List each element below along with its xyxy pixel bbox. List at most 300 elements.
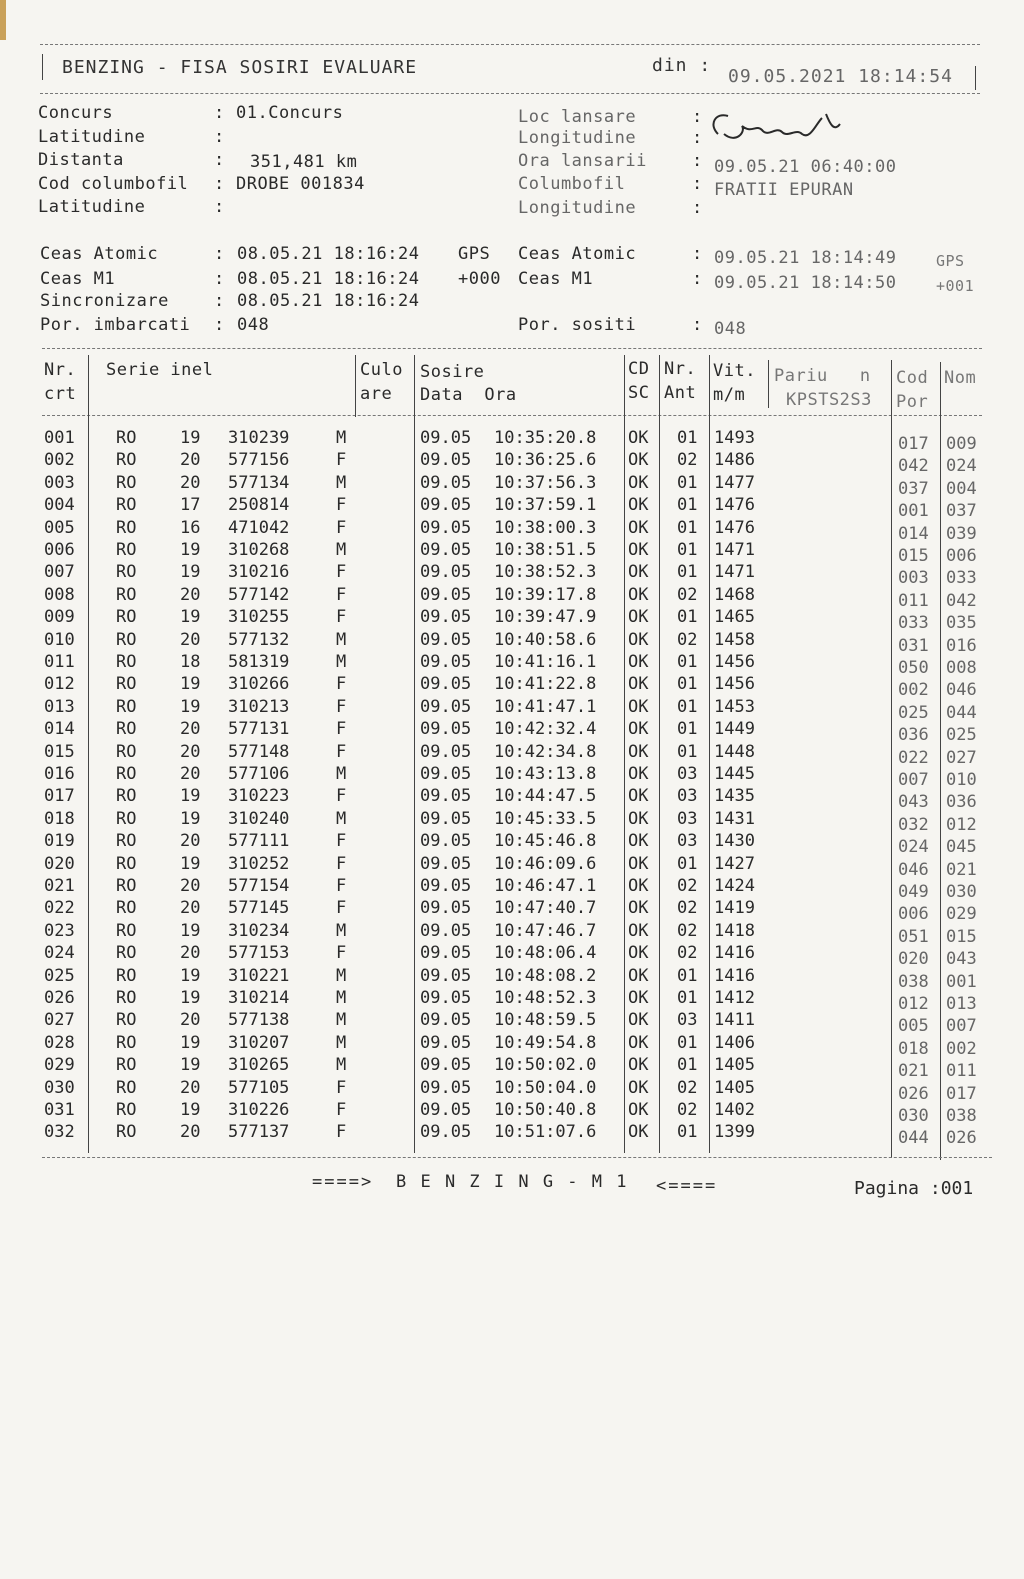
clock-right-colon: :: [692, 244, 703, 264]
row-nr-ant: 01: [677, 988, 698, 1008]
row-date: 09.05: [420, 1010, 472, 1031]
row-cdsc: OK: [628, 1077, 649, 1098]
row-nom: 008: [946, 658, 977, 678]
row-country: RO: [116, 1122, 137, 1143]
row-nr-ant: 02: [677, 943, 698, 964]
row-cod-por: 036: [898, 725, 929, 746]
info-right-label: Longitudine: [518, 198, 637, 218]
row-time: 10:49:54.8: [494, 1032, 597, 1053]
row-time: 10:45:46.8: [494, 831, 597, 852]
row-nr-ant: 02: [677, 876, 698, 896]
row-cdsc: OK: [628, 808, 649, 829]
row-time: 10:44:47.5: [494, 786, 597, 807]
row-ring-number: 577111: [228, 831, 290, 852]
row-nom: 025: [946, 725, 977, 746]
row-nr: 002: [44, 450, 75, 471]
row-sex: F: [336, 450, 347, 471]
row-speed: 1456: [714, 674, 755, 695]
clock-right-value: 048: [714, 319, 747, 339]
row-nom: 039: [946, 523, 977, 544]
row-sex: F: [336, 786, 347, 807]
row-nr: 001: [44, 428, 75, 448]
row-year: 20: [180, 1010, 201, 1031]
row-nom: 024: [946, 456, 977, 477]
row-speed: 1486: [714, 450, 755, 471]
row-time: 10:37:59.1: [494, 495, 597, 516]
row-nr-ant: 02: [677, 920, 698, 941]
row-nom: 037: [946, 501, 977, 522]
row-date: 09.05: [420, 607, 472, 628]
row-nr-ant: 01: [677, 1122, 698, 1143]
th-kpsts: KPSTS2S3: [786, 390, 872, 410]
row-cdsc: OK: [628, 450, 649, 471]
row-nr: 011: [44, 652, 75, 672]
row-nr-ant: 01: [677, 540, 698, 560]
row-sex: F: [336, 1122, 347, 1143]
row-cdsc: OK: [628, 920, 649, 941]
din-label: din :: [652, 55, 712, 76]
row-sex: M: [336, 1010, 347, 1031]
footer-right-arrow: <====: [656, 1176, 718, 1196]
row-date: 09.05: [420, 719, 472, 740]
row-year: 20: [180, 719, 201, 740]
table-row: [0, 853, 1024, 880]
table-row: [0, 472, 1024, 499]
row-ring-number: 310252: [228, 853, 290, 874]
info-right-colon: :: [692, 107, 703, 127]
row-year: 17: [180, 495, 201, 516]
row-cod-por: 037: [898, 478, 929, 499]
row-nom: 007: [946, 1016, 977, 1037]
col-sep-2: [355, 355, 356, 417]
row-cdsc: OK: [628, 853, 649, 874]
row-time: 10:51:07.6: [494, 1122, 597, 1143]
row-country: RO: [116, 853, 137, 874]
footer-title: B E N Z I N G - M 1: [396, 1172, 629, 1192]
table-row: [0, 584, 1024, 611]
row-year: 20: [180, 876, 201, 896]
row-nr: 024: [44, 943, 75, 964]
row-ring-number: 577153: [228, 943, 290, 964]
row-cdsc: OK: [628, 674, 649, 695]
row-date: 09.05: [420, 674, 472, 695]
row-nom: 015: [946, 926, 977, 947]
row-year: 19: [180, 786, 201, 807]
table-row: [0, 1055, 1024, 1082]
row-ring-number: 577132: [228, 629, 290, 650]
clock-left-value: 048: [237, 315, 270, 335]
row-country: RO: [116, 696, 137, 717]
row-cdsc: OK: [628, 988, 649, 1008]
row-cod-por: 031: [898, 635, 929, 656]
row-nr-ant: 01: [677, 965, 698, 986]
row-time: 10:39:47.9: [494, 607, 597, 628]
row-year: 20: [180, 472, 201, 493]
clock-right-extra: GPS: [936, 252, 965, 270]
row-ring-number: 581319: [228, 652, 290, 672]
row-cdsc: OK: [628, 898, 649, 919]
row-ring-number: 310221: [228, 965, 290, 986]
table-row: [0, 764, 1024, 790]
row-cdsc: OK: [628, 1010, 649, 1031]
row-cdsc: OK: [628, 719, 649, 740]
row-sex: F: [336, 1077, 347, 1098]
row-cdsc: OK: [628, 629, 649, 650]
row-country: RO: [116, 808, 137, 829]
row-cod-por: 025: [898, 702, 929, 723]
row-country: RO: [116, 1055, 137, 1076]
info-right-value: FRATII EPURAN: [714, 180, 854, 200]
row-speed: 1431: [714, 808, 755, 829]
row-time: 10:38:52.3: [494, 562, 597, 583]
row-time: 10:35:20.8: [494, 428, 597, 448]
page-number: Pagina :001: [854, 1178, 974, 1199]
row-year: 19: [180, 696, 201, 717]
din-value: 09.05.2021 18:14:54: [728, 66, 953, 87]
row-nom: 038: [946, 1106, 977, 1126]
row-nom: 044: [946, 702, 977, 723]
row-country: RO: [116, 1077, 137, 1098]
table-row: [0, 629, 1024, 656]
row-nr: 018: [44, 808, 75, 829]
row-year: 20: [180, 831, 201, 852]
row-date: 09.05: [420, 898, 472, 919]
row-ring-number: 250814: [228, 495, 290, 516]
row-year: 20: [180, 1122, 201, 1143]
footer-left-arrow: ====>: [312, 1172, 374, 1192]
row-nr-ant: 01: [677, 1032, 698, 1053]
table-row: [0, 696, 1024, 723]
row-year: 19: [180, 540, 201, 560]
row-nr: 019: [44, 831, 75, 852]
row-nr-ant: 01: [677, 562, 698, 583]
th-sosire: Sosire: [420, 362, 485, 382]
th-nr-ant: Nr.: [664, 359, 697, 379]
clock-left-label: Ceas M1: [40, 269, 116, 289]
row-ring-number: 310234: [228, 920, 290, 941]
row-speed: 1449: [714, 719, 755, 740]
row-cod-por: 049: [898, 882, 929, 902]
row-sex: F: [336, 562, 347, 583]
header-left-border: [42, 54, 43, 80]
row-nom: 046: [946, 680, 977, 701]
table-row: [0, 450, 1024, 477]
clock-left-label: Ceas Atomic: [40, 244, 159, 264]
row-date: 09.05: [420, 920, 472, 941]
row-date: 09.05: [420, 540, 472, 560]
row-country: RO: [116, 629, 137, 650]
clock-left-colon: :: [214, 291, 225, 311]
table-row: [0, 943, 1024, 970]
row-ring-number: 577131: [228, 719, 290, 740]
col-sep-7: [768, 360, 769, 408]
info-right-label: Longitudine: [518, 128, 637, 148]
row-speed: 1445: [714, 764, 755, 784]
row-year: 20: [180, 764, 201, 784]
row-cdsc: OK: [628, 562, 649, 583]
row-nr-ant: 01: [677, 696, 698, 717]
row-time: 10:50:40.8: [494, 1100, 597, 1120]
clock-left-colon: :: [214, 244, 225, 264]
row-nom: 001: [946, 971, 977, 992]
row-speed: 1406: [714, 1032, 755, 1053]
row-cod-por: 005: [898, 1016, 929, 1037]
row-nr: 010: [44, 629, 75, 650]
row-time: 10:50:04.0: [494, 1077, 597, 1098]
row-cod-por: 007: [898, 770, 929, 790]
clock-right-value: 09.05.21 18:14:50: [714, 273, 897, 293]
row-cdsc: OK: [628, 540, 649, 560]
th-por: Por: [896, 392, 929, 412]
row-speed: 1476: [714, 517, 755, 538]
th-cod: Cod: [896, 368, 929, 388]
row-nom: 043: [946, 949, 977, 970]
th-are: are: [360, 384, 393, 404]
row-speed: 1430: [714, 831, 755, 852]
row-nr-ant: 02: [677, 1077, 698, 1098]
row-date: 09.05: [420, 517, 472, 538]
row-cdsc: OK: [628, 965, 649, 986]
row-speed: 1411: [714, 1010, 755, 1031]
row-nr: 025: [44, 965, 75, 986]
row-time: 10:42:32.4: [494, 719, 597, 740]
row-cod-por: 012: [898, 994, 929, 1014]
row-sex: F: [336, 674, 347, 695]
clock-right-label: Ceas M1: [518, 269, 594, 289]
row-cdsc: OK: [628, 1055, 649, 1076]
row-cod-por: 011: [898, 590, 929, 611]
row-year: 20: [180, 629, 201, 650]
row-country: RO: [116, 831, 137, 852]
table-row: [0, 428, 1024, 454]
table-row: [0, 965, 1024, 992]
row-nr-ant: 01: [677, 607, 698, 628]
row-country: RO: [116, 562, 137, 583]
th-pariu: Pariu n: [774, 366, 871, 386]
row-sex: M: [336, 540, 347, 560]
row-date: 09.05: [420, 1077, 472, 1098]
row-speed: 1453: [714, 696, 755, 717]
table-row: [0, 920, 1024, 947]
row-speed: 1424: [714, 876, 755, 896]
row-cod-por: 022: [898, 747, 929, 768]
info-left-colon: :: [214, 127, 225, 147]
row-nr: 014: [44, 719, 75, 740]
row-year: 19: [180, 1032, 201, 1053]
row-date: 09.05: [420, 584, 472, 605]
clock-right-colon: :: [692, 315, 703, 335]
row-time: 10:41:22.8: [494, 674, 597, 695]
row-nom: 010: [946, 770, 977, 790]
info-left-label: Cod columbofil: [38, 174, 189, 194]
row-cdsc: OK: [628, 607, 649, 628]
row-cod-por: 015: [898, 546, 929, 566]
row-year: 20: [180, 1077, 201, 1098]
row-country: RO: [116, 674, 137, 695]
row-ring-number: 310223: [228, 786, 290, 807]
row-cod-por: 044: [898, 1128, 929, 1149]
row-date: 09.05: [420, 652, 472, 672]
row-sex: M: [336, 1055, 347, 1076]
clock-right-label: Ceas Atomic: [518, 244, 637, 264]
row-country: RO: [116, 898, 137, 919]
row-cdsc: OK: [628, 831, 649, 852]
row-cdsc: OK: [628, 495, 649, 516]
table-row: [0, 495, 1024, 522]
row-cod-por: 043: [898, 792, 929, 813]
row-country: RO: [116, 965, 137, 986]
row-cod-por: 001: [898, 501, 929, 522]
row-date: 09.05: [420, 562, 472, 583]
row-ring-number: 310255: [228, 607, 290, 628]
row-sex: M: [336, 472, 347, 493]
info-left-colon: :: [214, 150, 225, 170]
row-nom: 004: [946, 478, 977, 499]
th-serie-inel: Serie inel: [106, 360, 214, 380]
row-nr-ant: 03: [677, 1010, 698, 1031]
row-cod-por: 032: [898, 814, 929, 835]
info-right-colon: :: [692, 198, 703, 218]
row-country: RO: [116, 540, 137, 560]
row-speed: 1427: [714, 853, 755, 874]
row-nr-ant: 01: [677, 495, 698, 516]
row-sex: M: [336, 764, 347, 784]
row-country: RO: [116, 876, 137, 896]
row-cod-por: 014: [898, 523, 929, 544]
row-country: RO: [116, 786, 137, 807]
row-country: RO: [116, 450, 137, 471]
row-speed: 1458: [714, 629, 755, 650]
row-country: RO: [116, 495, 137, 516]
row-sex: M: [336, 428, 347, 448]
row-nr: 028: [44, 1032, 75, 1053]
info-right-colon: :: [692, 128, 703, 148]
row-speed: 1418: [714, 920, 755, 941]
row-ring-number: 577106: [228, 764, 290, 784]
table-row: [0, 988, 1024, 1014]
row-nr: 026: [44, 988, 75, 1008]
clock-left-value: 08.05.21 18:16:24: [237, 291, 420, 311]
row-cdsc: OK: [628, 876, 649, 896]
document-title: BENZING - FISA SOSIRI EVALUARE: [62, 57, 418, 78]
row-year: 19: [180, 428, 201, 448]
row-ring-number: 577154: [228, 876, 290, 896]
row-date: 09.05: [420, 786, 472, 807]
row-cod-por: 042: [898, 456, 929, 477]
row-nr: 004: [44, 495, 75, 516]
row-country: RO: [116, 988, 137, 1008]
row-year: 19: [180, 674, 201, 695]
th-sc: SC: [628, 383, 650, 403]
row-country: RO: [116, 1100, 137, 1120]
row-cod-por: 017: [898, 434, 929, 454]
row-country: RO: [116, 584, 137, 605]
info-right-label: Loc lansare: [518, 107, 637, 127]
row-year: 18: [180, 652, 201, 672]
row-nr: 029: [44, 1055, 75, 1076]
row-nr-ant: 01: [677, 719, 698, 740]
row-time: 10:37:56.3: [494, 472, 597, 493]
row-country: RO: [116, 607, 137, 628]
row-time: 10:38:51.5: [494, 540, 597, 560]
row-cdsc: OK: [628, 741, 649, 762]
th-culo: Culo: [360, 360, 403, 380]
info-left-value: 01.Concurs: [236, 103, 344, 123]
row-cdsc: OK: [628, 652, 649, 672]
row-nr: 017: [44, 786, 75, 807]
info-right-colon: :: [692, 174, 703, 194]
row-date: 09.05: [420, 808, 472, 829]
table-row: [0, 808, 1024, 835]
info-right-label: Ora lansarii: [518, 151, 647, 171]
clock-left-extra: +000: [458, 269, 501, 289]
row-sex: F: [336, 584, 347, 605]
row-date: 09.05: [420, 472, 472, 493]
row-ring-number: 577148: [228, 741, 290, 762]
row-nr: 031: [44, 1100, 75, 1120]
row-time: 10:43:13.8: [494, 764, 597, 784]
row-year: 19: [180, 988, 201, 1008]
header-top-rule: [40, 44, 980, 45]
row-country: RO: [116, 652, 137, 672]
row-date: 09.05: [420, 629, 472, 650]
row-ring-number: 310239: [228, 428, 290, 448]
row-sex: F: [336, 607, 347, 628]
row-speed: 1477: [714, 472, 755, 493]
row-year: 19: [180, 853, 201, 874]
clock-left-label: Sincronizare: [40, 291, 169, 311]
clock-left-colon: :: [214, 315, 225, 335]
row-cdsc: OK: [628, 1100, 649, 1120]
row-time: 10:50:02.0: [494, 1055, 597, 1076]
row-ring-number: 577145: [228, 898, 290, 919]
row-ring-number: 471042: [228, 517, 290, 538]
row-nr: 015: [44, 741, 75, 762]
row-ring-number: 310265: [228, 1055, 290, 1076]
row-nom: 045: [946, 837, 977, 858]
table-row: [0, 1010, 1024, 1037]
table-row: [0, 540, 1024, 566]
th-nr: Nr.: [44, 360, 77, 380]
table-row: [0, 652, 1024, 678]
info-right-label: Columbofil: [518, 174, 626, 194]
row-cdsc: OK: [628, 943, 649, 964]
row-ring-number: 310240: [228, 808, 290, 829]
row-nom: 009: [946, 434, 977, 454]
row-nr: 005: [44, 517, 75, 538]
row-speed: 1405: [714, 1055, 755, 1076]
row-time: 10:46:47.1: [494, 876, 597, 896]
row-nr-ant: 01: [677, 1055, 698, 1076]
row-sex: F: [336, 719, 347, 740]
row-nr: 021: [44, 876, 75, 896]
row-ring-number: 310216: [228, 562, 290, 583]
row-speed: 1493: [714, 428, 755, 448]
th-crt: crt: [44, 384, 77, 404]
table-row: [0, 876, 1024, 902]
table-bottom-rule: [42, 1157, 992, 1158]
row-nom: 021: [946, 859, 977, 880]
table-row: [0, 1032, 1024, 1059]
row-year: 19: [180, 808, 201, 829]
info-left-colon: :: [214, 197, 225, 217]
row-sex: F: [336, 696, 347, 717]
row-sex: F: [336, 495, 347, 516]
clock-right-value: 09.05.21 18:14:49: [714, 248, 897, 268]
info-left-label: Latitudine: [38, 127, 146, 147]
row-year: 20: [180, 450, 201, 471]
row-date: 09.05: [420, 1100, 472, 1120]
